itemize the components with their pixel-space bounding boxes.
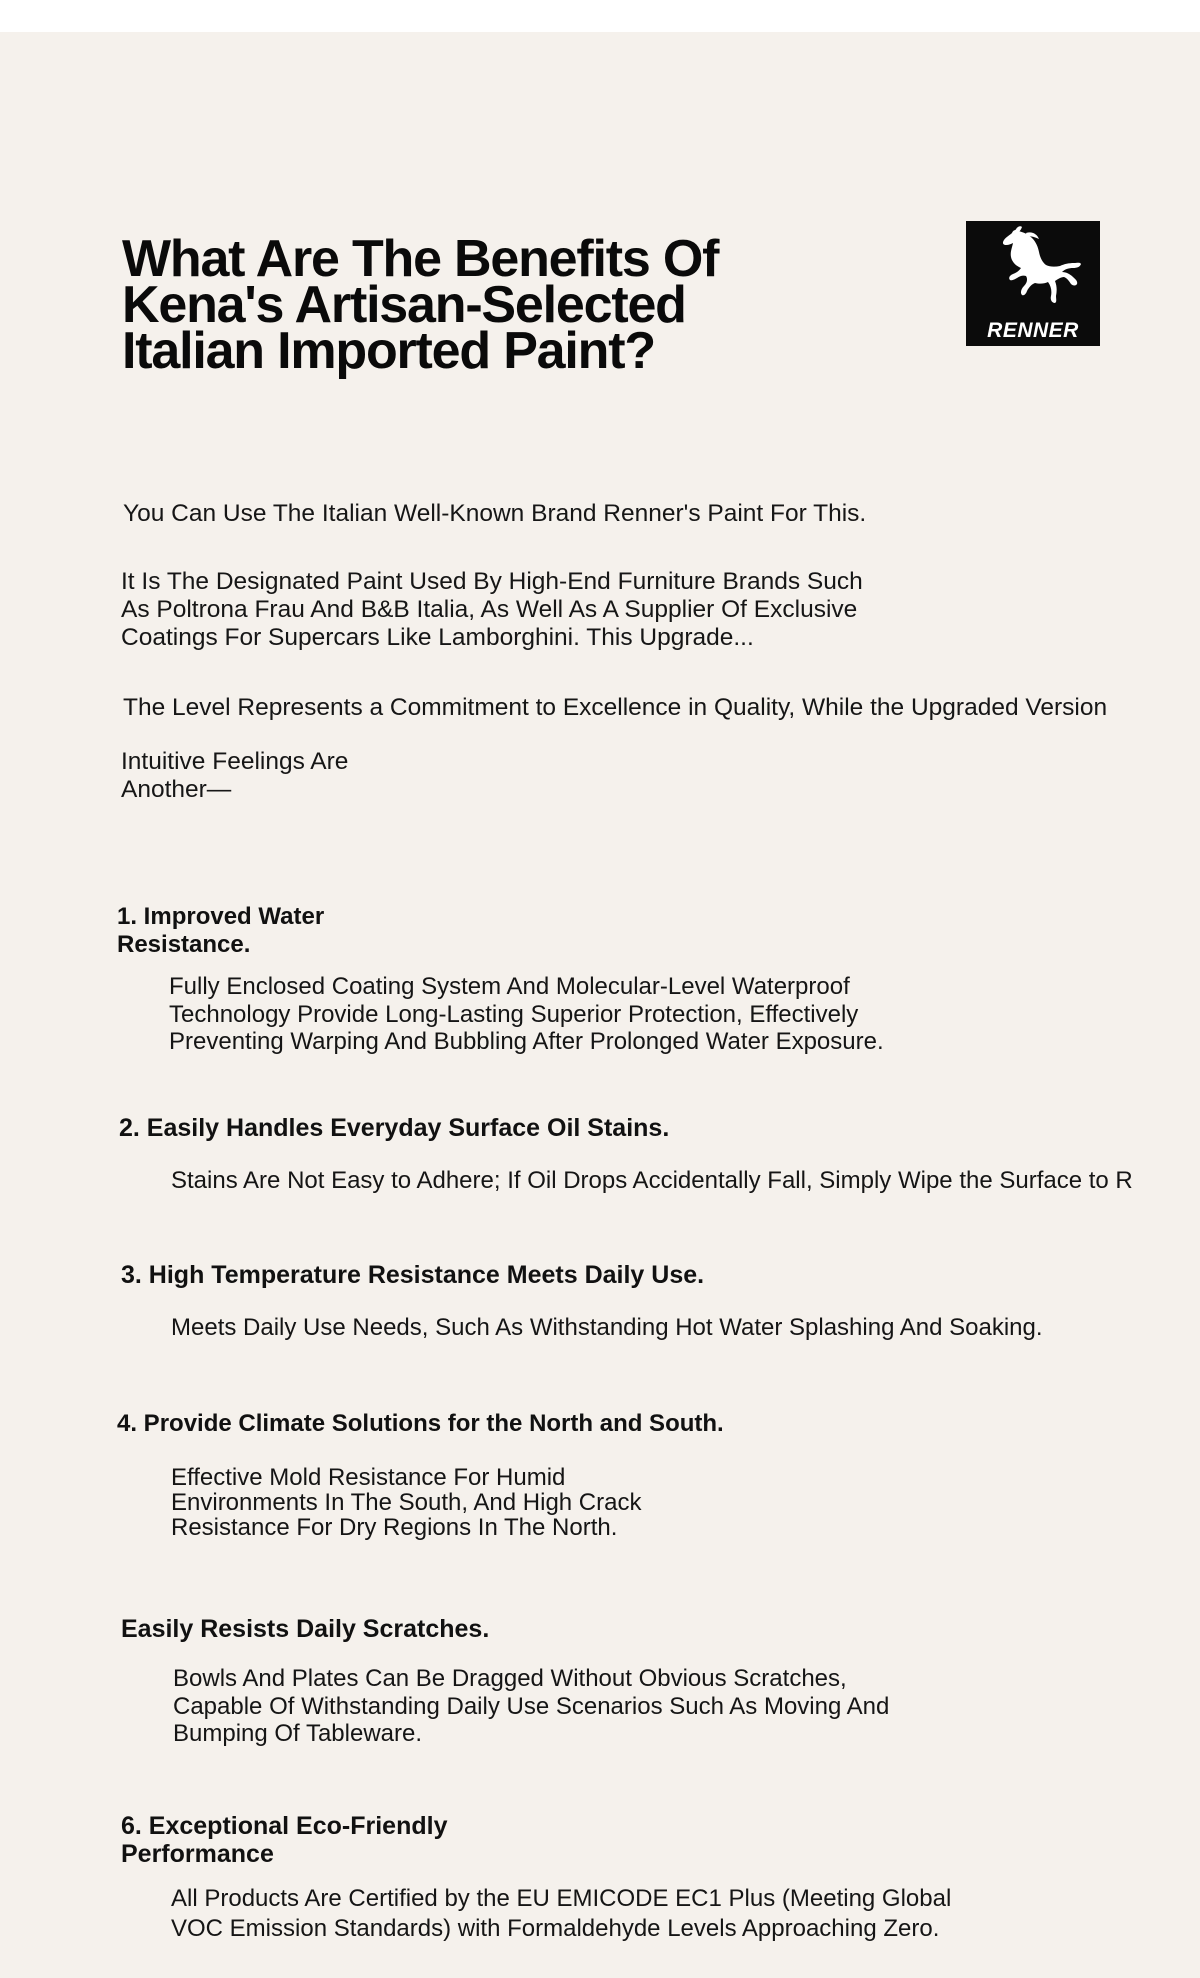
logo-wordmark: RENNER bbox=[987, 319, 1079, 342]
benefit-4-body: Effective Mold Resistance For Humid Environments In The South, And High Crack Resistance For Dry Regions In The North. bbox=[171, 1464, 642, 1541]
benefit-2-body: Stains Are Not Easy to Adhere; If Oil Drops Accidentally Fall, Simply Wipe the Surface to R bbox=[171, 1167, 1133, 1194]
benefit-5-body: Bowls And Plates Can Be Dragged Without Obvious Scratches, Capable Of Withstanding Daily Use Scenarios Such As Moving And Bumping Of Tableware. bbox=[173, 1665, 890, 1747]
page-title: What Are The Benefits Of Kena's Artisan-Selected Italian Imported Paint? bbox=[122, 230, 719, 380]
benefit-3-body: Meets Daily Use Needs, Such As Withstanding Hot Water Splashing And Soaking. bbox=[171, 1314, 1043, 1341]
intro-line-1: You Can Use The Italian Well-Known Brand Renner's Paint For This. bbox=[123, 500, 867, 527]
intro-line-4: Intuitive Feelings Are Another— bbox=[121, 748, 349, 803]
benefit-1-body: Fully Enclosed Coating System And Molecular-Level Waterproof Technology Provide Long-Lasting Superior Protection, Effectively Preventing Warping And Bubbling After Prolonged Water Exposure. bbox=[169, 973, 884, 1055]
intro-line-3: The Level Represents a Commitment to Excellence in Quality, While the Upgraded Version bbox=[123, 694, 1108, 721]
benefit-2-heading: 2. Easily Handles Everyday Surface Oil Stains. bbox=[119, 1114, 670, 1142]
rearing-horse-icon bbox=[966, 221, 1100, 321]
benefit-3-heading: 3. High Temperature Resistance Meets Daily Use. bbox=[121, 1261, 705, 1289]
benefit-6-heading: 6. Exceptional Eco-Friendly Performance bbox=[121, 1812, 448, 1868]
brand-logo bbox=[966, 221, 1100, 346]
benefit-5-heading: Easily Resists Daily Scratches. bbox=[121, 1615, 490, 1643]
benefit-6-body: All Products Are Certified by the EU EMICODE EC1 Plus (Meeting Global VOC Emission Standards) with Formaldehyde Levels Approaching Zero. bbox=[171, 1885, 952, 1942]
intro-paragraph-2: It Is The Designated Paint Used By High-End Furniture Brands Such As Poltrona Frau And B&B Italia, As Well As A Supplier Of Exclusive Coatings For Supercars Like Lamborghini. This Upgrade... bbox=[121, 568, 863, 651]
benefit-1-heading: 1. Improved Water Resistance. bbox=[117, 903, 325, 958]
document-page bbox=[0, 32, 1200, 1978]
benefit-4-heading: 4. Provide Climate Solutions for the North and South. bbox=[117, 1410, 724, 1437]
